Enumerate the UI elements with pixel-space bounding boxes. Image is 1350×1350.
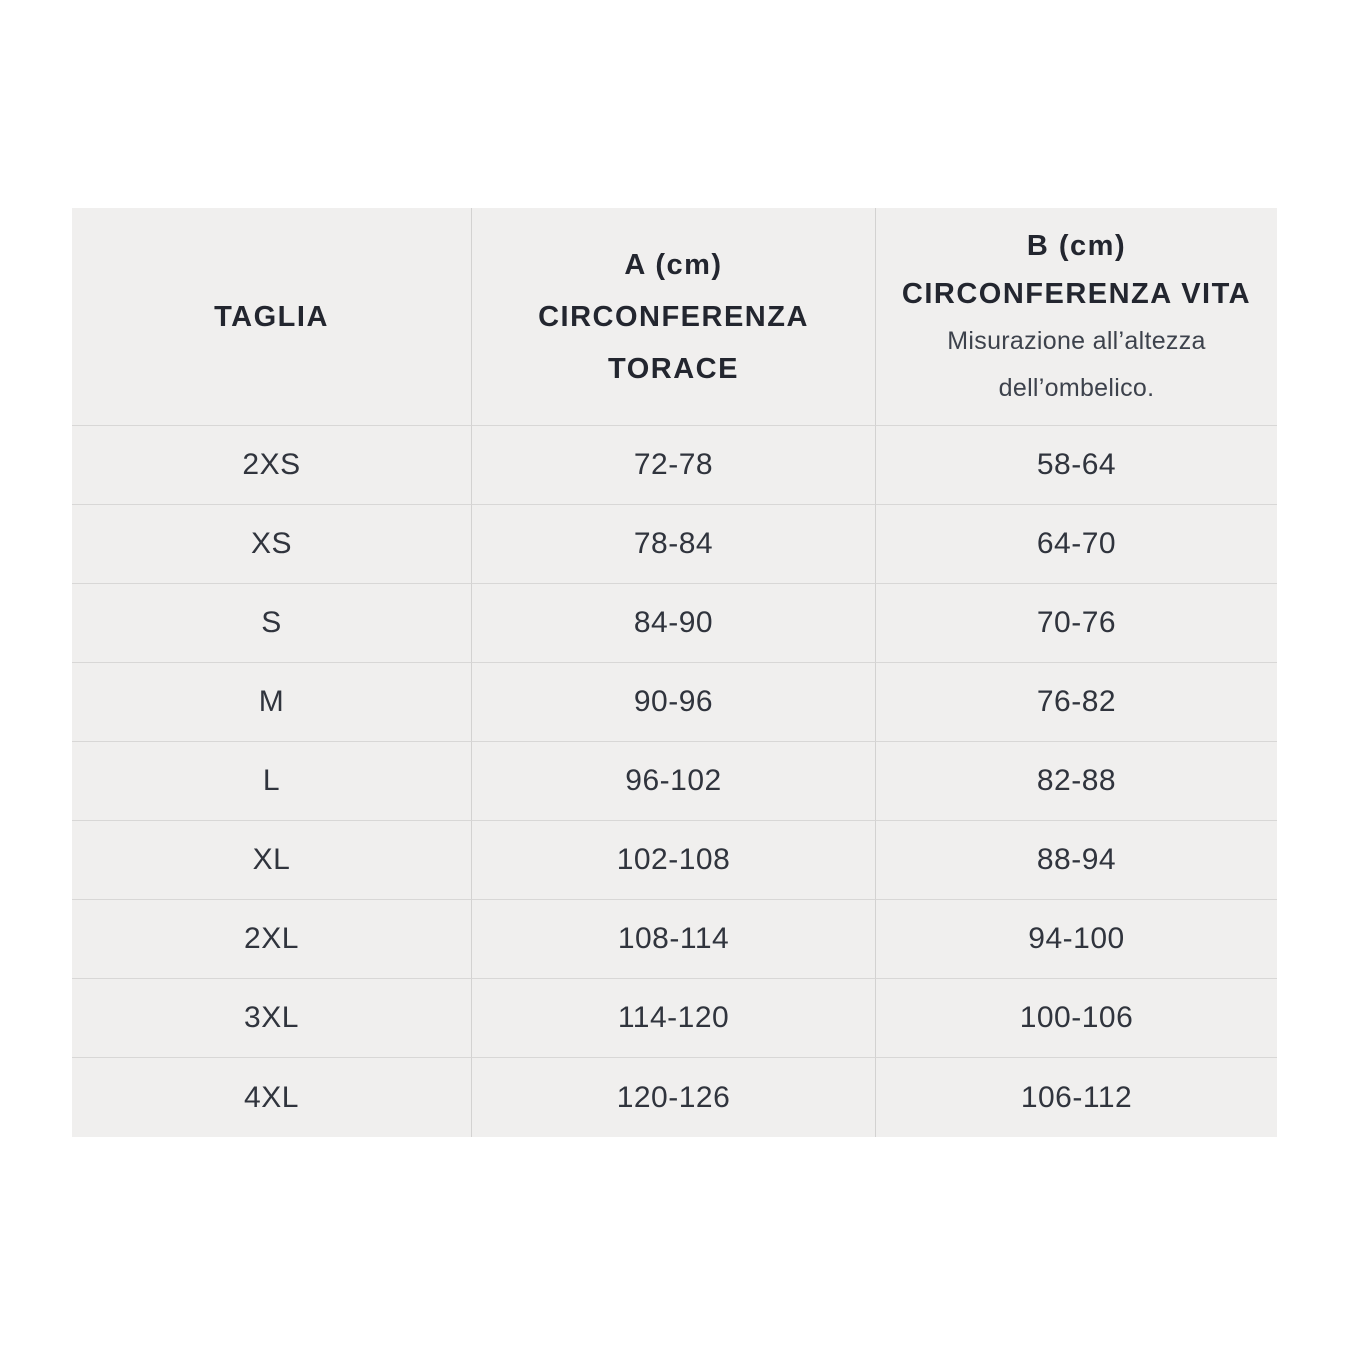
header-torace-line2: CIRCONFERENZA: [538, 300, 809, 333]
vita-value: 58-64: [1036, 448, 1117, 481]
size-value: XS: [250, 527, 293, 560]
torace-value: 102-108: [616, 843, 731, 876]
header-taglia-label: TAGLIA: [214, 300, 329, 333]
header-vita-line1: B (cm): [1026, 229, 1127, 262]
torace-value: 120-126: [616, 1080, 731, 1114]
vita-value: 64-70: [1036, 527, 1117, 560]
table-row-vita: [875, 742, 1277, 821]
table-row-vita: [875, 979, 1277, 1058]
table-row-size: [72, 900, 471, 979]
vita-value: 88-94: [1036, 843, 1117, 876]
table-row-size: [72, 979, 471, 1058]
size-value: L: [262, 764, 281, 797]
table-row-size: [72, 1058, 471, 1137]
size-value: S: [261, 606, 282, 639]
table-row-size: [72, 584, 471, 663]
header-vita-note: Misurazione all’altezza dell’ombelico.: [947, 326, 1206, 402]
table-row-size: [72, 742, 471, 821]
vita-value: 70-76: [1036, 606, 1117, 639]
table-row-vita: [875, 821, 1277, 900]
table-row-torace: [471, 584, 875, 663]
table-row-torace: [471, 900, 875, 979]
vita-value: 100-106: [1019, 1001, 1134, 1034]
table-row-torace: [471, 663, 875, 742]
torace-value: 78-84: [633, 527, 714, 560]
header-cell-taglia: [72, 208, 471, 426]
table-row-size: [72, 821, 471, 900]
vita-value: 76-82: [1036, 685, 1117, 718]
torace-value: 96-102: [625, 764, 722, 797]
table-row-size: [72, 426, 471, 505]
size-value: 3XL: [244, 1001, 299, 1034]
vita-value: 82-88: [1036, 764, 1117, 797]
table-row-torace: [471, 742, 875, 821]
table-row-vita: [875, 426, 1277, 505]
header-cell-torace: [471, 208, 875, 426]
header-cell-vita: [875, 208, 1277, 426]
table-row-vita: [875, 900, 1277, 979]
size-value: 2XS: [242, 448, 301, 481]
torace-value: 72-78: [633, 448, 714, 481]
size-value: 2XL: [244, 922, 299, 955]
torace-value: 114-120: [617, 1001, 730, 1034]
table-row-vita: [875, 505, 1277, 584]
size-value: XL: [252, 843, 291, 876]
table-row-torace: [471, 1058, 875, 1137]
table-row-torace: [471, 426, 875, 505]
torace-value: 84-90: [633, 606, 714, 639]
header-torace-line1: A (cm): [624, 248, 723, 281]
torace-value: 108-114: [617, 922, 730, 955]
table-row-torace: [471, 505, 875, 584]
table-row-size: [72, 663, 471, 742]
size-value: 4XL: [244, 1080, 299, 1114]
table-row-vita: [875, 584, 1277, 663]
torace-value: 90-96: [633, 685, 714, 718]
vita-value: 106-112: [1020, 1080, 1133, 1114]
table-row-size: [72, 505, 471, 584]
table-row-torace: [471, 979, 875, 1058]
size-chart-table: [72, 208, 1277, 1137]
header-vita-line2: CIRCONFERENZA VITA: [901, 277, 1252, 310]
table-row-torace: [471, 821, 875, 900]
table-row-vita: [875, 663, 1277, 742]
size-value: M: [258, 685, 285, 718]
table-row-vita: [875, 1058, 1277, 1137]
vita-value: 94-100: [1028, 922, 1125, 955]
header-torace-line3: TORACE: [608, 352, 739, 385]
